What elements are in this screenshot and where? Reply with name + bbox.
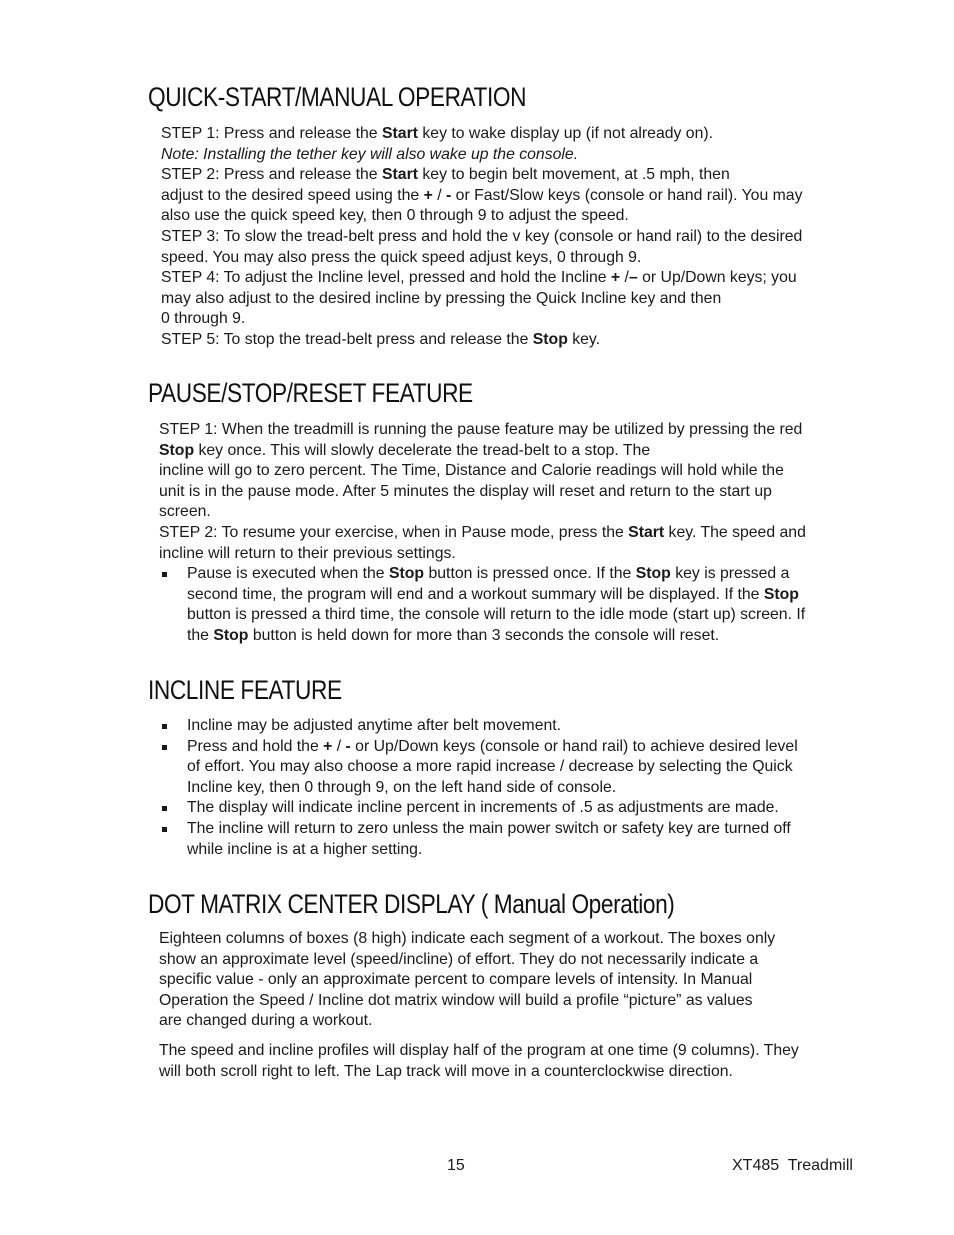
quick-start-step-1: STEP 1: Press and release the Start key to wake display up (if not already on). — [161, 125, 714, 142]
quick-start-step-5: STEP 5: To stop the tread-belt press and release the Stop key. — [161, 330, 601, 348]
dot-matrix-p2-line2: will both scroll right to left. The Lap track will move in a counterclockwise direction. — [159, 1062, 733, 1080]
pause-step-1-line3: incline will go to zero percent. The Time, Distance and Calorie readings will hold while the — [159, 462, 784, 480]
page-number: 15 — [447, 1157, 465, 1174]
pause-step-1: STEP 1: When the treadmill is running the pause feature may be utilized by pressing the red — [159, 421, 803, 438]
product-name: XT485 Treadmill — [732, 1157, 853, 1174]
list-item: The incline will return to zero unless the main power switch or safety key are turned off while incline is at a higher setting. — [159, 819, 871, 860]
bullet-square-icon — [162, 827, 167, 832]
bullet-square-icon — [162, 806, 167, 811]
list-item: The display will indicate incline percent in increments of .5 as adjustments are made. — [159, 798, 871, 819]
quick-start-step-2: STEP 2: Press and release the Start key to begin belt movement, at .5 mph, then — [161, 166, 730, 184]
quick-start-step-2-end: also use the quick speed key, then 0 through 9 to adjust the speed. — [161, 207, 629, 225]
dot-matrix-p2-line1: The speed and incline profiles will display half of the program at one time (9 columns). They — [159, 1041, 799, 1059]
bullet-square-icon — [162, 745, 167, 750]
incline-heading: INCLINE FEATURE — [148, 675, 342, 705]
dot-matrix-p1-line5: are changed during a workout. — [159, 1012, 373, 1030]
quick-start-step-3: STEP 3: To slow the tread-belt press and hold the v key (console or hand rail) to the desired — [161, 227, 803, 245]
quick-start-heading: QUICK-START/MANUAL OPERATION — [148, 82, 527, 112]
quick-start-step-3-cont: speed. You may also press the quick speed adjust keys, 0 through 9. — [161, 248, 642, 266]
dot-matrix-p1-line2: show an approximate level (speed/incline) of effort. They do not necessarily indicate a — [159, 950, 759, 968]
pause-heading: PAUSE/STOP/RESET FEATURE — [148, 378, 473, 408]
dot-matrix-heading: DOT MATRIX CENTER DISPLAY ( Manual Operation) — [148, 889, 675, 919]
pause-steps — [159, 420, 871, 647]
quick-start-note: Note: Installing the tether key will also wake up the console. — [161, 145, 579, 163]
quick-start-step-4-end: 0 through 9. — [161, 310, 246, 328]
dot-matrix-text — [159, 929, 871, 1082]
list-item: Pause is executed when the Stop button is pressed once. If the Stop key is pressed a second time, the program will end and a workout summary will be displayed. If the Stop button is pressed a third time, the console will return to the idle mode (start up) screen. If the Stop button is held down for more than 3 seconds the console will reset. — [159, 564, 871, 646]
list-item: Incline may be adjusted anytime after belt movement. — [159, 716, 871, 737]
list-item: Press and hold the + / - or Up/Down keys (console or hand rail) to achieve desired level of effort. You may also choose a more rapid increase / decrease by selecting the Quick Incline key, then 0 through 9, on the left hand side of console. — [159, 737, 871, 799]
pause-step-1-line5: screen. — [159, 503, 211, 521]
pause-bullet-list — [159, 564, 871, 646]
quick-start-step-4: STEP 4: To adjust the Incline level, pressed and hold the Incline + /– or Up/Down keys; you — [161, 269, 797, 287]
incline-bullet-list — [159, 716, 871, 860]
incline-list-block — [159, 716, 871, 860]
dot-matrix-p1-line1: Eighteen columns of boxes (8 high) indicate each segment of a workout. The boxes only — [159, 930, 776, 947]
pause-step-2: STEP 2: To resume your exercise, when in Pause mode, press the Start key. The speed and — [159, 523, 806, 541]
bullet-square-icon — [162, 724, 167, 729]
bullet-square-icon — [162, 572, 167, 577]
pause-step-1-cont: Stop key once. This will slowly decelerate the tread-belt to a stop. The — [159, 441, 651, 459]
quick-start-step-4-cont: may also adjust to the desired incline by pressing the Quick Incline key and then — [161, 289, 722, 307]
pause-step-2-cont: incline will return to their previous settings. — [159, 544, 456, 562]
dot-matrix-p1-line4: Operation the Speed / Incline dot matrix window will build a profile “picture” as values — [159, 991, 753, 1009]
dot-matrix-p1-line3: specific value - only an approximate percent to compare levels of intensity. In Manual — [159, 971, 753, 989]
quick-start-steps — [161, 124, 881, 351]
pause-step-1-line4: unit is in the pause mode. After 5 minutes the display will reset and return to the start up — [159, 482, 772, 500]
quick-start-step-2-cont: adjust to the desired speed using the + / - or Fast/Slow keys (console or hand rail). You may — [161, 186, 803, 204]
